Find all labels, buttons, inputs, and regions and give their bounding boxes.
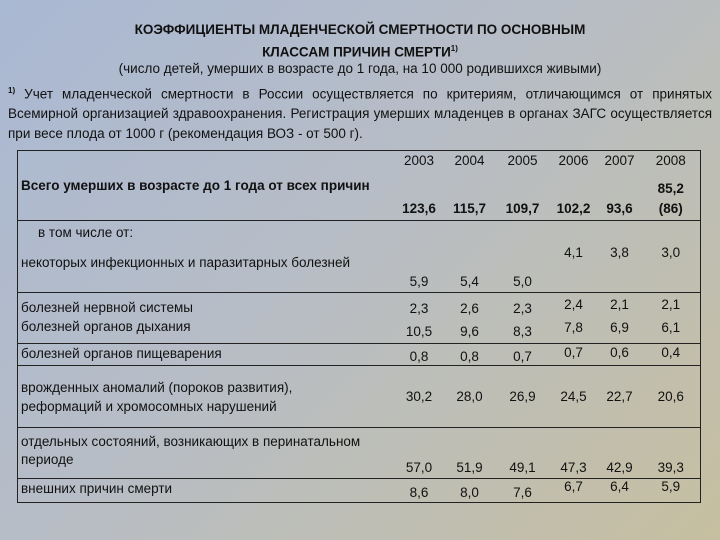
value: 3,8 xyxy=(610,245,629,260)
title-footnote-mark: 1) xyxy=(450,44,458,53)
value: 7,8 xyxy=(564,320,583,335)
row-value xyxy=(598,366,642,428)
year-cell xyxy=(496,151,550,221)
value: 2,3 xyxy=(409,301,429,316)
row-label: врожденных аномалий (пороков развития), реформаций и хромосомных нарушений xyxy=(21,379,293,414)
row-value xyxy=(496,221,550,293)
row-value xyxy=(642,479,701,503)
value: 51,9 xyxy=(456,460,483,475)
value: 4,1 xyxy=(564,245,583,260)
row-value-pair xyxy=(496,293,550,344)
total-value: 109,7 xyxy=(505,201,540,216)
table-row xyxy=(18,293,701,344)
year-cell xyxy=(598,151,642,221)
mortality-table xyxy=(17,150,701,503)
total-value: 115,7 xyxy=(452,201,487,216)
row-value xyxy=(395,221,444,293)
value: 47,3 xyxy=(560,460,587,475)
row-label-cell xyxy=(18,293,395,344)
year-header: 2003 xyxy=(403,153,435,168)
value: 28,0 xyxy=(456,389,483,404)
year-cell xyxy=(444,151,496,221)
row-value xyxy=(395,344,444,366)
row-label-cell xyxy=(18,344,395,366)
row-value xyxy=(395,366,444,428)
value: 0,4 xyxy=(661,345,681,360)
value: 30,2 xyxy=(405,389,433,404)
row-value xyxy=(642,221,701,293)
row-label: болезней органов пищеварения xyxy=(21,346,222,361)
value: 2,6 xyxy=(460,301,479,316)
value: 49,1 xyxy=(509,460,536,475)
value: 6,7 xyxy=(564,479,583,494)
total-label-cell xyxy=(18,151,395,221)
footnote xyxy=(8,81,712,143)
year-header: 2005 xyxy=(507,153,538,168)
total-value: 102,2 xyxy=(556,201,591,216)
table-row xyxy=(18,479,701,503)
table-row-total xyxy=(18,151,701,221)
row-value-pair xyxy=(395,293,444,344)
row-value xyxy=(550,428,598,479)
value: 0,6 xyxy=(610,345,629,360)
row-value xyxy=(598,221,642,293)
row-value-pair xyxy=(444,293,496,344)
table-row xyxy=(18,428,701,479)
value: 10,5 xyxy=(405,324,433,339)
row-label-cell xyxy=(18,479,395,503)
table-row xyxy=(18,221,701,293)
row-label: отдельных состояний, возникающих в перинатальном периоде xyxy=(21,434,361,467)
footnote-mark: 1) xyxy=(8,86,16,95)
row-value-pair xyxy=(550,293,598,344)
year-header: 2004 xyxy=(454,153,485,168)
footnote-text: Учет младенческой смертности в России осуществляется по критериям, отличающимся от принятых Всемирной организацией здравоохранения. Регистрация умерших младенцев в органах ЗАГС осуществляется при весе плода от 1000 г (рекомендация ВОЗ - от 500 г). xyxy=(8,86,712,141)
value: 3,0 xyxy=(661,245,681,260)
title-line-2: КЛАССАМ ПРИЧИН СМЕРТИ xyxy=(262,44,451,60)
row-value xyxy=(395,428,444,479)
value: 57,0 xyxy=(405,460,433,475)
row-value xyxy=(444,428,496,479)
row-label: внешних причин смерти xyxy=(21,481,173,496)
value: 2,3 xyxy=(513,301,532,316)
year-cell xyxy=(395,151,444,221)
table-row xyxy=(18,344,701,366)
title-line-1: КОЭФФИЦИЕНТЫ МЛАДЕНЧЕСКОЙ СМЕРТНОСТИ ПО ОСНОВНЫМ xyxy=(134,22,586,37)
row-value-pair xyxy=(598,293,642,344)
row-label-cell xyxy=(18,221,395,293)
row-value xyxy=(550,344,598,366)
value: 2,1 xyxy=(661,297,681,312)
row-value xyxy=(444,366,496,428)
value: 24,5 xyxy=(560,389,587,404)
year-header: 2007 xyxy=(604,153,635,168)
value: 42,9 xyxy=(606,460,633,475)
row-label: некоторых инфекционных и паразитарных болезней xyxy=(21,255,351,270)
year-cell xyxy=(642,151,701,221)
row-value xyxy=(642,428,701,479)
row-value xyxy=(598,479,642,503)
value: 6,4 xyxy=(610,479,629,494)
row-value xyxy=(550,366,598,428)
year-header: 2008 xyxy=(655,153,686,168)
total-value-extra: (86) xyxy=(658,201,683,216)
value: 8,0 xyxy=(460,485,479,500)
total-value: 123,6 xyxy=(402,201,436,216)
value: 22,7 xyxy=(606,389,633,404)
value: 2,4 xyxy=(564,297,583,312)
value: 0,7 xyxy=(513,349,532,364)
value: 7,6 xyxy=(513,485,532,500)
row-value xyxy=(395,479,444,503)
including-label: в том числе от: xyxy=(38,225,134,240)
row-value xyxy=(444,479,496,503)
year-header: 2006 xyxy=(558,153,589,168)
row-value xyxy=(444,221,496,293)
value: 5,0 xyxy=(513,274,532,289)
row-label-cell xyxy=(18,428,395,479)
table-row xyxy=(18,366,701,428)
subtitle: (число детей, умерших в возрасте до 1 года, на 10 000 родившихся живыми) xyxy=(118,61,602,76)
total-label: Всего умерших в возрасте до 1 года от всех причин xyxy=(21,178,370,193)
value: 0,7 xyxy=(564,345,583,360)
page-title xyxy=(0,20,720,62)
value: 39,3 xyxy=(657,460,684,475)
value: 6,9 xyxy=(610,320,629,335)
row-value xyxy=(550,221,598,293)
value: 20,6 xyxy=(657,389,684,404)
value: 9,6 xyxy=(460,324,479,339)
row-label-cell xyxy=(18,366,395,428)
total-value: 85,2 xyxy=(657,181,684,196)
value: 26,9 xyxy=(509,389,536,404)
value: 2,1 xyxy=(610,297,629,312)
row-value xyxy=(642,366,701,428)
row-value xyxy=(496,479,550,503)
row-value xyxy=(496,366,550,428)
value: 8,3 xyxy=(513,324,532,339)
value: 0,8 xyxy=(409,349,429,364)
value: 6,1 xyxy=(661,320,681,335)
row-value xyxy=(598,344,642,366)
row-value xyxy=(496,344,550,366)
row-value xyxy=(642,344,701,366)
total-value: 93,6 xyxy=(606,201,633,216)
value: 0,8 xyxy=(460,349,479,364)
row-value-pair xyxy=(642,293,701,344)
row-value xyxy=(598,428,642,479)
row-value xyxy=(550,479,598,503)
year-cell xyxy=(550,151,598,221)
value: 5,9 xyxy=(409,274,429,289)
row-value xyxy=(444,344,496,366)
value: 8,6 xyxy=(409,485,429,500)
value: 5,4 xyxy=(460,274,479,289)
row-label: болезней нервной системы xyxy=(21,300,193,315)
row-label: болезней органов дыхания xyxy=(21,319,191,334)
value: 5,9 xyxy=(661,479,681,494)
row-value xyxy=(496,428,550,479)
